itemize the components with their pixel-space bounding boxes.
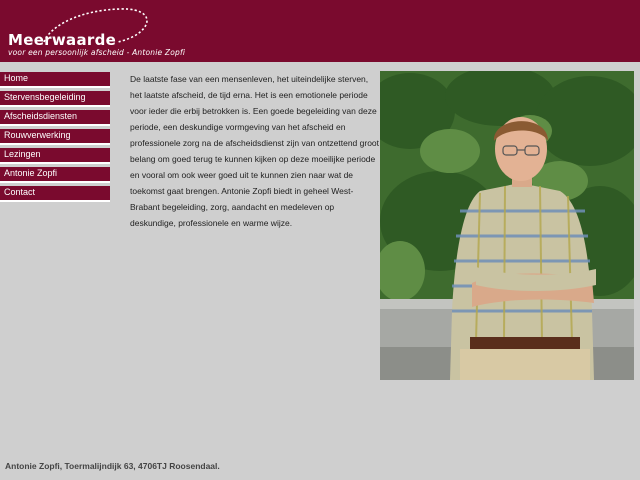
nav-item-antonie-zopfi[interactable]: Antonie Zopfi [0,167,110,183]
main-nav [0,72,110,205]
nav-item-afscheidsdiensten[interactable]: Afscheidsdiensten [0,110,110,126]
portrait-illustration [380,71,634,380]
portrait-photo [380,71,634,380]
intro-text: De laatste fase van een mensenleven, het uiteindelijke sterven, het laatste afscheid, de tijd erna. Het is een emotionele periode voor ieder die erbij betrokken is. Een goede begeleiding van deze periode, een deskundige vormgeving van het afscheid en professionele zorg na de afscheidsdienst zijn van ontzettend groot belang om goed terug te kunnen kijken op deze moeilijke periode en vooral om ook weer goed uit te kunnen zien naar wat de toekomst gaat brengen. Antonie Zopfi biedt in geheel West-Brabant begeleiding, zorg, aandacht en medeleven op deskundige, professionele en warme wijze. [130,74,380,228]
nav-item-rouwverwerking[interactable]: Rouwverwerking [0,129,110,145]
nav-item-lezingen[interactable]: Lezingen [0,148,110,164]
nav-item-stervensbegeleiding[interactable]: Stervensbegeleiding [0,91,110,107]
nav-item-contact[interactable]: Contact [0,186,110,202]
footer-address: Antonie Zopfi, Toermalijndijk 63, 4706TJ Roosendaal. [5,461,220,471]
logo-title[interactable]: Meerwaarde [8,31,117,49]
site-header [0,0,640,62]
nav-item-home[interactable]: Home [0,72,110,88]
logo-tagline: voor een persoonlijk afscheid - Antonie Zopfi [8,48,186,57]
